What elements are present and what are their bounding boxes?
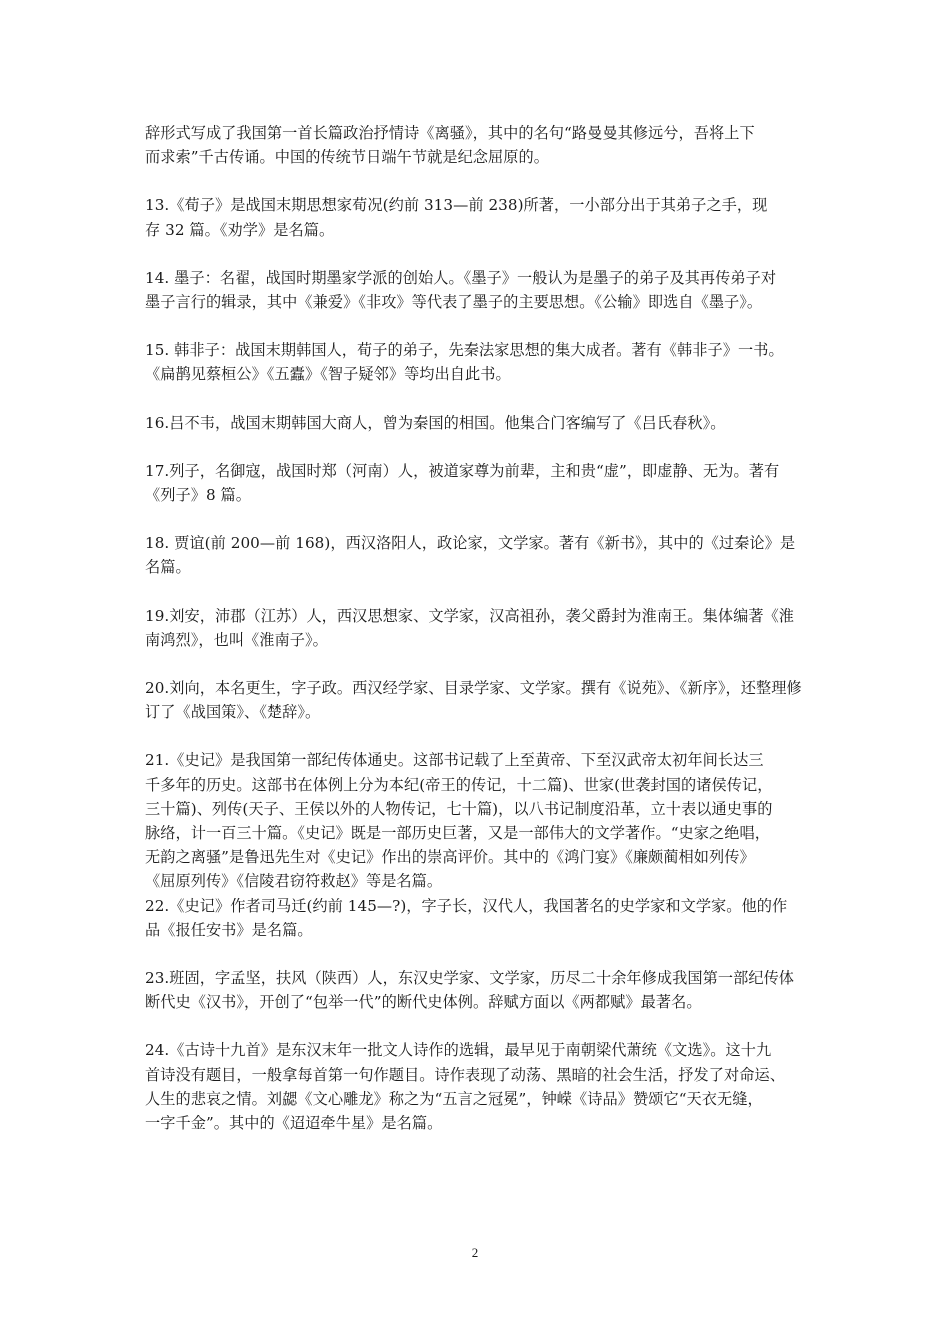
text-line: 14. 墨子：名翟，战国时期墨家学派的创始人。《墨子》一般认为是墨子的弟子及其再传弟子对 — [145, 268, 777, 287]
paragraph-19-liuan — [145, 604, 810, 652]
text-line: 辞形式写成了我国第一首长篇政治抒情诗《离骚》，其中的名句“路曼曼其修远兮，吾将上下 — [145, 124, 755, 142]
paragraph-12-continued — [145, 121, 810, 169]
document-body — [145, 121, 810, 1135]
text-line: 品《报任安书》是名篇。 — [145, 920, 313, 939]
text-line: 订了《战国策》、《楚辞》。 — [145, 703, 321, 722]
text-line: 20.刘向，本名更生，字子政。西汉经学家、目录学家、文学家。撰有《说苑》、《新序》，还整理修 — [145, 679, 802, 698]
paragraph-20-liuxiang — [145, 676, 810, 724]
text-line: 人生的悲哀之情。刘勰《文心雕龙》称之为“五言之冠冕”，钟嵘《诗品》赞颂它“天衣无缝， — [145, 1089, 763, 1108]
paragraph-22-simaqian — [145, 894, 810, 942]
paragraph-15-hanfeizi — [145, 338, 810, 386]
text-line: 千多年的历史。这部书在体例上分为本纪(帝王的传记，十二篇)、世家(世袭封国的诸侯传记， — [145, 775, 773, 794]
text-line: 21.《史记》是我国第一部纪传体通史。这部书记载了上至黄帝、下至汉武帝太初年间长达三 — [145, 751, 764, 770]
text-line: 墨子言行的辑录，其中《兼爱》《非攻》等代表了墨子的主要思想。《公输》即选自《墨子》。 — [145, 293, 763, 312]
text-line: 13.《荀子》是战国末期思想家荀况(约前 313—前 238)所著，一小部分出于其弟子之手，现 — [145, 196, 768, 215]
text-line: 《列子》8 篇。 — [145, 486, 252, 505]
text-line: 断代史《汉书》，开创了“包举一代”的断代史体例。辞赋方面以《两都赋》最著名。 — [145, 993, 702, 1012]
text-line: 而求索”千古传诵。中国的传统节日端午节就是纪念屈原的。 — [145, 148, 549, 167]
text-line: 三十篇)、列传(天子、王侯以外的人物传记，七十篇)，以八书记制度沿革，立十表以通史事的 — [145, 799, 773, 818]
text-line: 存 32 篇。《劝学》是名篇。 — [145, 220, 335, 239]
paragraph-23-bangu — [145, 966, 810, 1014]
text-line: 16.吕不韦，战国末期韩国大商人，曾为秦国的相国。他集合门客编写了《吕氏春秋》。 — [145, 413, 726, 432]
text-line: 22.《史记》作者司马迁(约前 145—?)，字子长，汉代人，我国著名的史学家和文学家。他的作 — [145, 896, 788, 915]
text-line: 一字千金”。其中的《迢迢牵牛星》是名篇。 — [145, 1114, 443, 1133]
text-line: 24.《古诗十九首》是东汉末年一批文人诗作的选辑，最早见于南朝梁代萧统《文选》。这十九 — [145, 1041, 772, 1060]
text-line: 19.刘安，沛郡（江苏）人，西汉思想家、文学家，汉高祖孙，袭父爵封为淮南王。集体编著《淮 — [145, 606, 795, 625]
text-line: 18. 贾谊(前 200—前 168)，西汉洛阳人，政论家，文学家。著有《新书》，其中的《过秦论》是 — [145, 534, 796, 553]
paragraph-16-lubuwei — [145, 411, 810, 435]
page-number: 2 — [471, 1245, 479, 1260]
text-line: 脉络，计一百三十篇。《史记》既是一部历史巨著，又是一部伟大的文学著作。“史家之绝唱， — [145, 824, 770, 843]
text-line: 15. 韩非子：战国末期韩国人，荀子的弟子，先秦法家思想的集大成者。著有《韩非子》一书。 — [145, 341, 784, 360]
paragraph-13-xunzi — [145, 193, 810, 241]
text-line: 23.班固，字孟坚，扶风（陕西）人，东汉史学家、文学家，历尽二十余年修成我国第一部纪传体 — [145, 969, 795, 988]
paragraph-17-liezi — [145, 459, 810, 507]
paragraph-14-mozi — [145, 266, 810, 314]
text-line: 《扁鹊见蔡桓公》《五蠹》《智子疑邻》等均出自此书。 — [145, 365, 511, 384]
text-line: 名篇。 — [145, 558, 191, 577]
text-line: 首诗没有题目，一般拿每首第一句作题目。诗作表现了动荡、黑暗的社会生活，抒发了对命运、 — [145, 1065, 785, 1084]
text-line: 南鸿烈》，也叫《淮南子》。 — [145, 630, 328, 649]
paragraph-24-gushi — [145, 1038, 810, 1135]
text-line: 《屈原列传》《信陵君窃符救赵》等是名篇。 — [145, 872, 443, 891]
paragraph-21-shiji — [145, 748, 810, 893]
paragraph-18-jiayi — [145, 531, 810, 579]
text-line: 无韵之离骚”是鲁迅先生对《史记》作出的崇高评价。其中的《鸿门宴》《廉颇蔺相如列传》 — [145, 848, 755, 867]
text-line: 17.列子，名御寇，战国时郑（河南）人，被道家尊为前辈，主和贵“虚”，即虚静、无为。著有 — [145, 461, 780, 480]
